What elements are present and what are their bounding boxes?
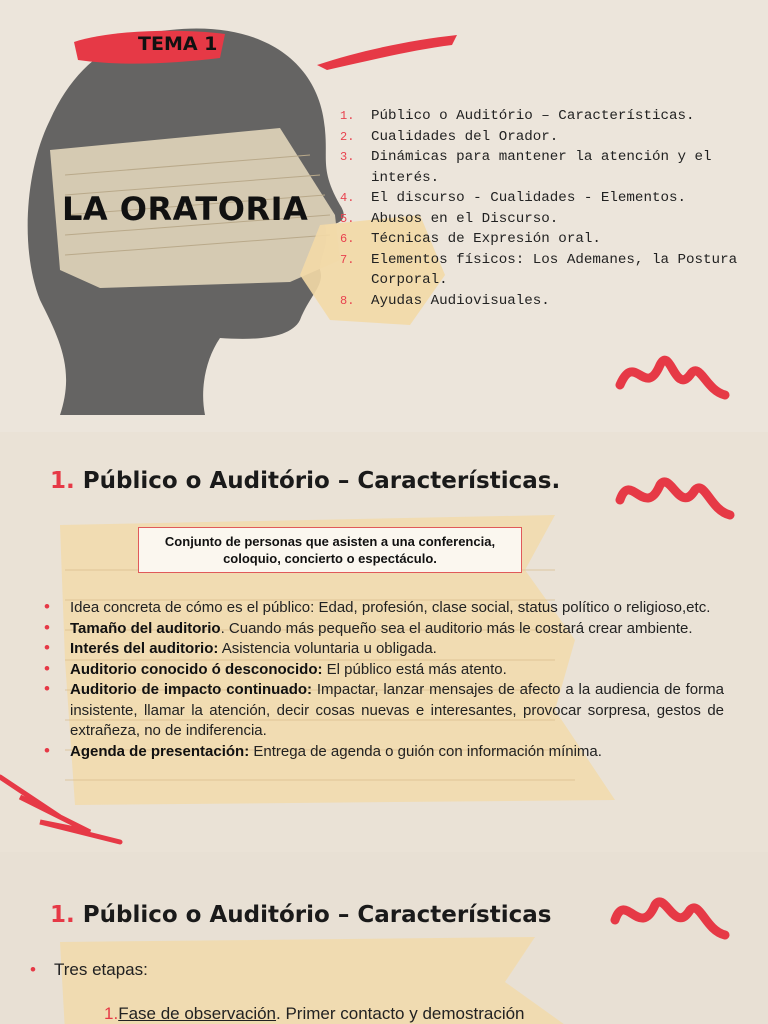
toc-item: 5. Abusos en el Discurso.: [340, 210, 559, 227]
red-scribble: [610, 890, 730, 945]
list-item: • Idea concreta de cómo es el público: Edad, profesión, clase social, status político o religioso,etc.: [44, 598, 724, 619]
definition-box: Conjunto de personas que asisten a una conferencia, coloquio, concierto o espectáculo.: [138, 527, 522, 573]
numbered-step: 1.Fase de observación. Primer contacto y demostración: [104, 1004, 525, 1023]
list-item: • Tamaño del auditorio. Cuando más pequeño sea el auditorio más le costará crear ambiente.: [44, 619, 724, 640]
slide-1: [0, 0, 768, 432]
list-item: • Auditorio conocido ó desconocido: El público está más atento.: [44, 660, 724, 681]
page-title: LA ORATORIA: [62, 190, 309, 228]
red-scribble: [0, 767, 125, 847]
toc-item: 3. Dinámicas para mantener la atención y el interés.: [340, 149, 712, 186]
slide-2: [0, 432, 768, 852]
list-item: • Interés del auditorio: Asistencia voluntaria u obligada.: [44, 639, 724, 660]
toc-item: 8. Ayudas Audiovisuales.: [340, 292, 550, 309]
toc-item: 4. El discurso - Cualidades - Elementos.: [340, 190, 687, 206]
toc-item: 1. Público o Auditório – Características.: [340, 108, 695, 124]
list-item: • Agenda de presentación: Entrega de agenda o guión con información mínima.: [44, 742, 724, 763]
red-brush-stroke: [312, 30, 462, 70]
red-scribble: [615, 345, 730, 405]
slide-3: [0, 852, 768, 1024]
tema-label: TEMA 1: [138, 33, 218, 55]
toc-item: 7. Elementos físicos: Los Ademanes, la Postura Corporal.: [340, 251, 738, 288]
bullet-list: [44, 598, 724, 762]
table-of-contents: [340, 106, 768, 311]
list-item: • Auditorio de impacto continuado: Impactar, lanzar mensajes de afecto a la audiencia de forma insistente, llamar la atención, decir cosas nuevas e interesantes, provocar sorpresa, gestos de extrañeza, no de indiferencia.: [44, 680, 724, 742]
toc-item: 2. Cualidades del Orador.: [340, 128, 559, 145]
bullet-item: • Tres etapas:: [30, 960, 148, 980]
red-scribble: [615, 470, 735, 525]
toc-item: 6. Técnicas de Expresión oral.: [340, 231, 601, 247]
section-title: 1. Público o Auditório – Características: [50, 902, 552, 928]
section-title: 1. Público o Auditório – Características.: [50, 468, 561, 494]
